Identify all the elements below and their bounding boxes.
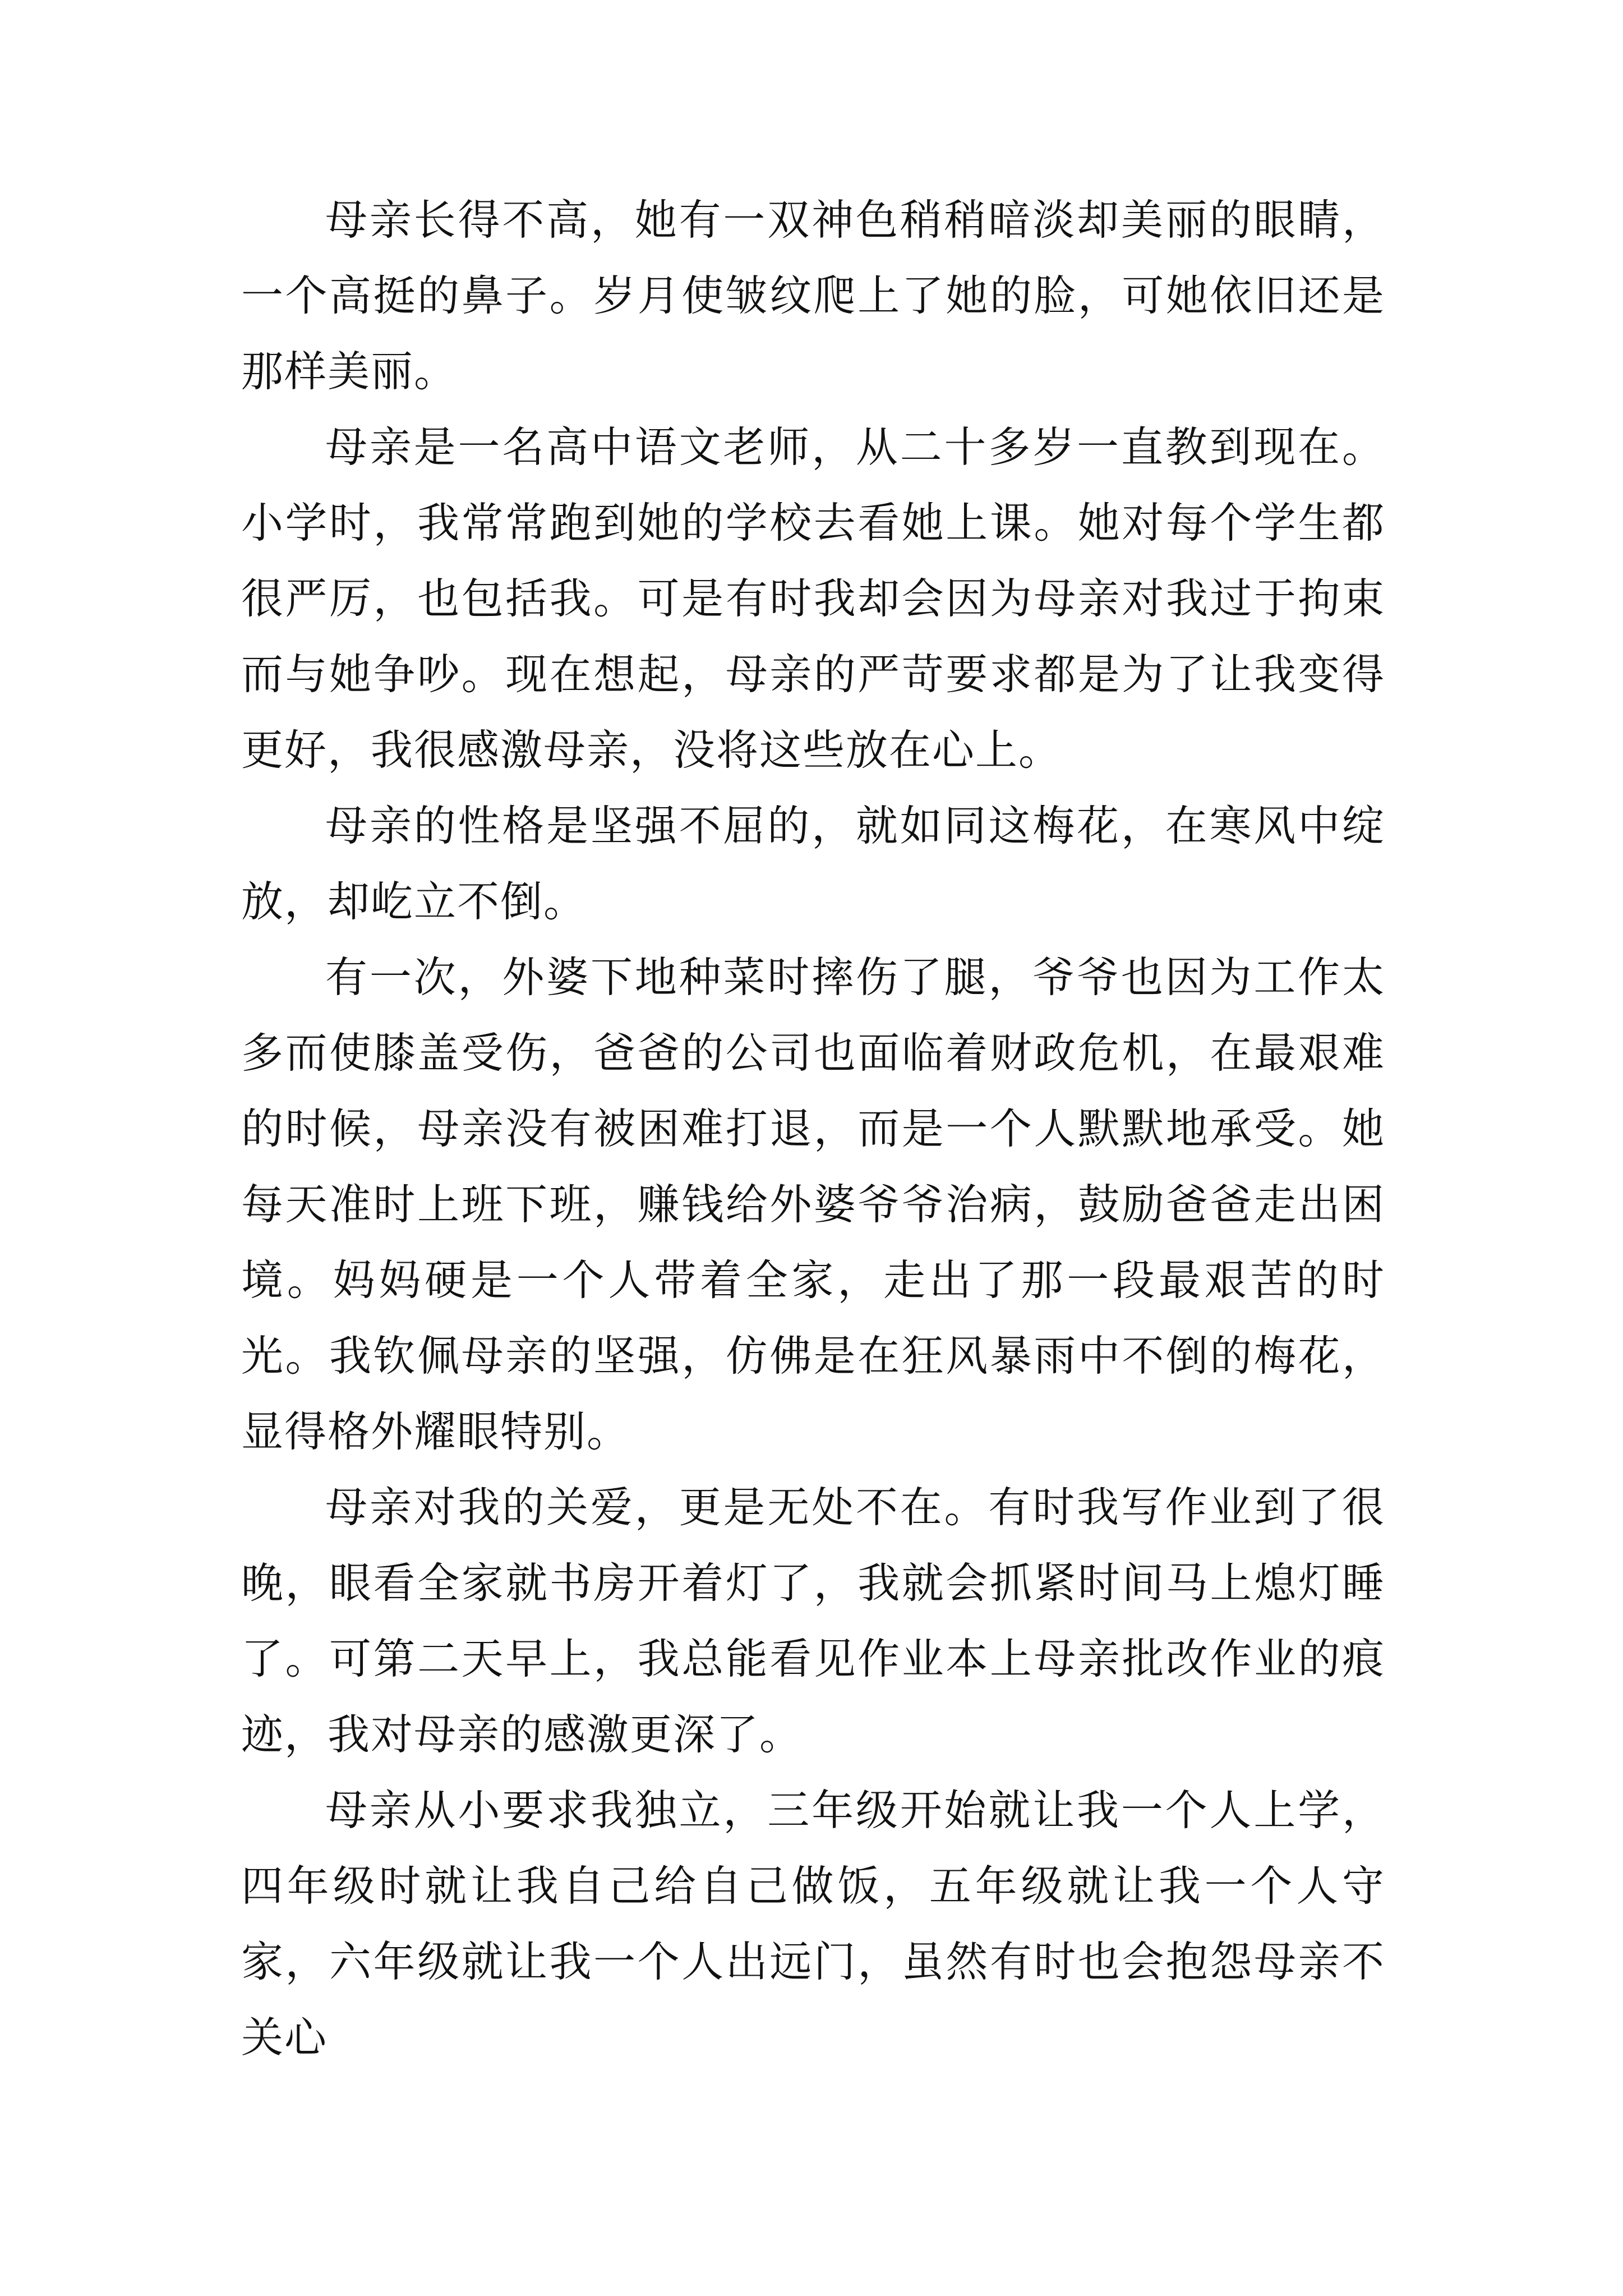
paragraph-6: 母亲从小要求我独立，三年级开始就让我一个人上学，四年级时就让我自己给自己做饭，五年级就让我一个人守家，六年级就让我一个人出远门，虽然有时也会抱怨母亲不关心 [241, 1786, 1385, 2062]
document-body [241, 182, 1385, 2076]
paragraph-4: 有一次，外婆下地种菜时摔伤了腿，爷爷也因为工作太多而使膝盖受伤，爸爸的公司也面临着财政危机，在最艰难的时候，母亲没有被困难打退，而是一个人默默地承受。她每天准时上班下班，赚钱给外婆爷爷治病，鼓励爸爸走出困境。妈妈硬是一个人带着全家，走出了那一段最艰苦的时光。我钦佩母亲的坚强，仿佛是在狂风暴雨中不倒的梅花，显得格外耀眼特别。 [241, 953, 1385, 1456]
paragraph-5: 母亲对我的关爱，更是无处不在。有时我写作业到了很晚，眼看全家就书房开着灯了，我就会抓紧时间马上熄灯睡了。可第二天早上，我总能看见作业本上母亲批改作业的痕迹，我对母亲的感激更深了。 [241, 1483, 1385, 1759]
paragraph-2: 母亲是一名高中语文老师，从二十多岁一直教到现在。小学时，我常常跑到她的学校去看她上课。她对每个学生都很严厉，也包括我。可是有时我却会因为母亲对我过于拘束而与她争吵。现在想起，母亲的严苛要求都是为了让我变得更好，我很感激母亲，没将这些放在心上。 [241, 422, 1385, 775]
paragraph-1: 母亲长得不高，她有一双神色稍稍暗淡却美丽的眼睛，一个高挺的鼻子。岁月使皱纹爬上了她的脸，可她依旧还是那样美丽。 [241, 195, 1385, 396]
paragraph-3: 母亲的性格是坚强不屈的，就如同这梅花，在寒风中绽放，却屹立不倒。 [241, 801, 1385, 926]
